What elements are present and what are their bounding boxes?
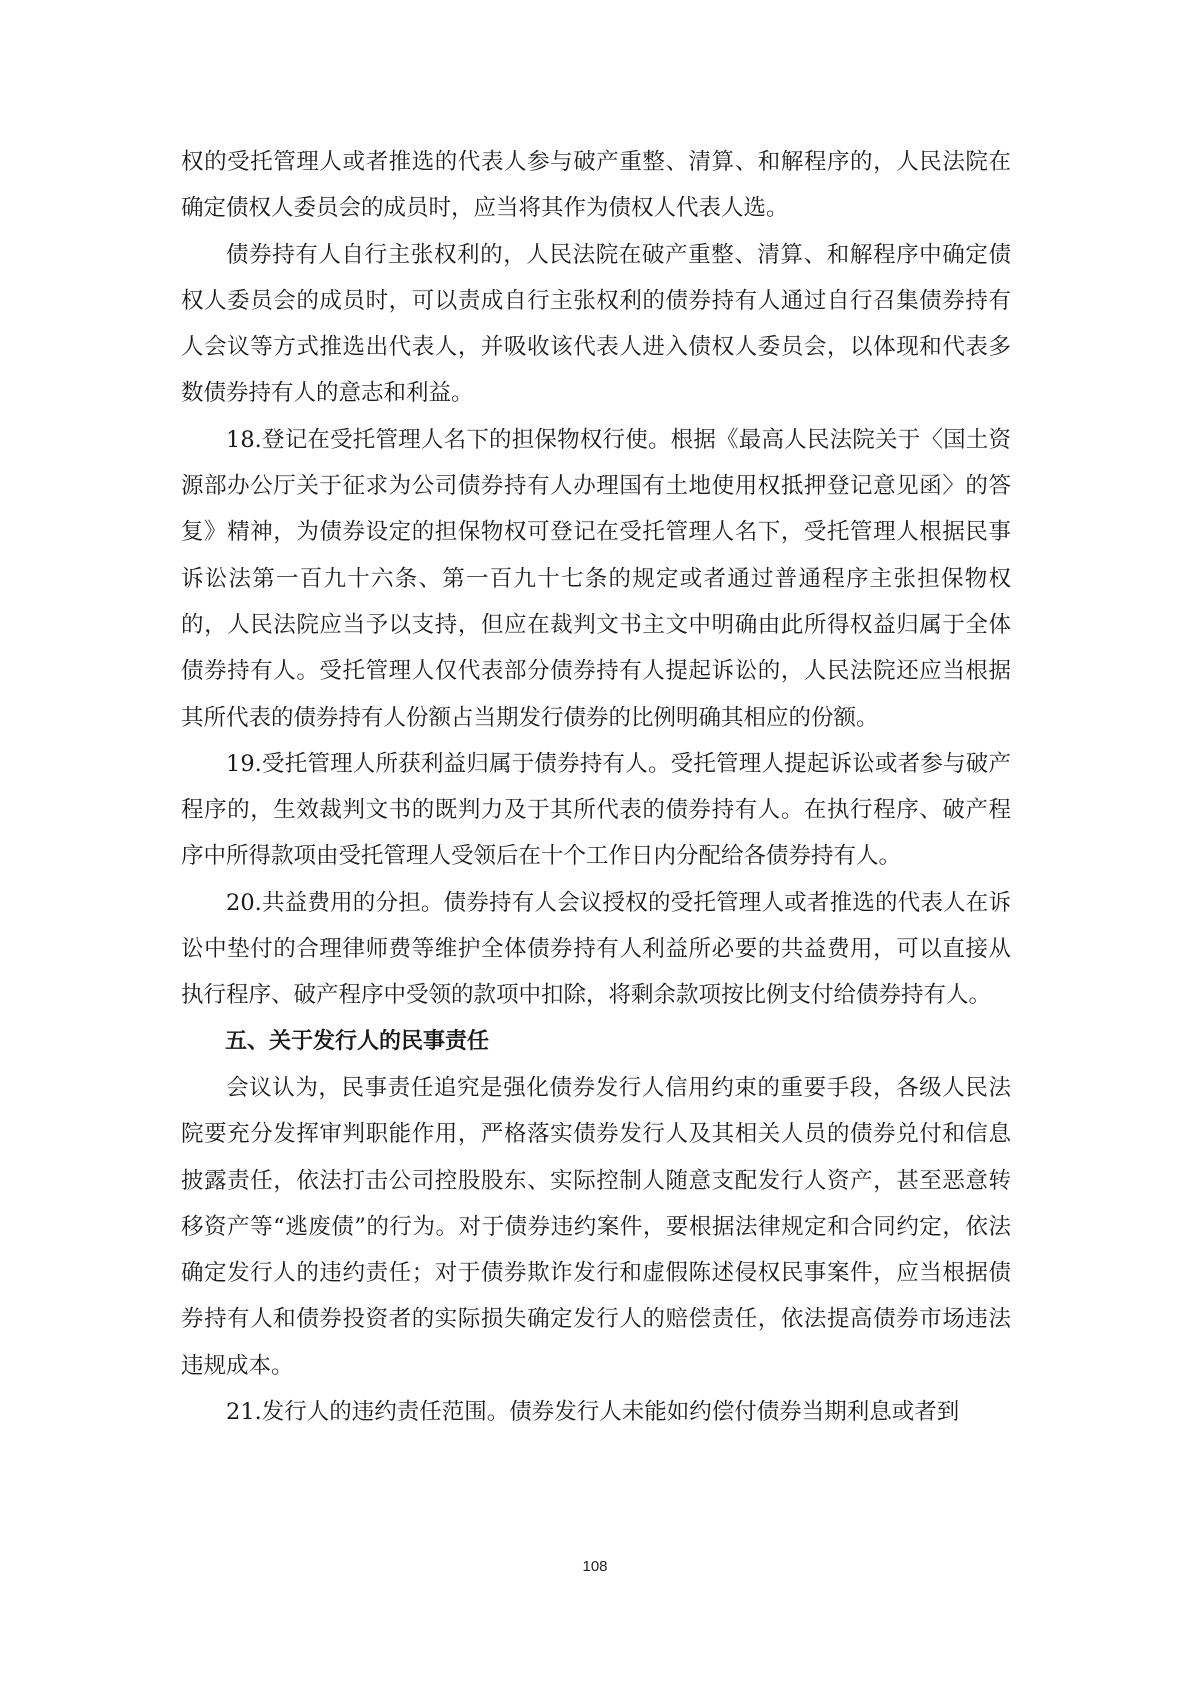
page-body [181,139,1011,1435]
paragraph-item-20: 20.共益费用的分担。债券持有人会议授权的受托管理人或者推选的代表人在诉讼中垫付的合理律师费等维护全体债券持有人利益所必要的共益费用，可以直接从执行程序、破产程序中受领的款项中扣除，将剩余款项按比例支付给债券持有人。 [181,889,1011,1009]
paragraph-meeting-view: 会议认为，民事责任追究是强化债券发行人信用约束的重要手段，各级人民法院要充分发挥审判职能作用，严格落实债券发行人及其相关人员的债券兑付和信息披露责任，依法打击公司控股股东、实际控制人随意支配发行人资产，甚至恶意转移资产等“逃废债”的行为。对于债券违约案件，要根据法律规定和合同约定，依法确定发行人的违约责任；对于债券欺诈发行和虚假陈述侵权民事案件，应当根据债券持有人和债券投资者的实际损失确定发行人的赔偿责任，依法提高债券市场违法违规成本。 [181,1074,1011,1379]
paragraph-item-18: 18.登记在受托管理人名下的担保物权行使。根据《最高人民法院关于〈国土资源部办公厅关于征求为公司债券持有人办理国有土地使用权抵押登记意见函〉的答复》精神，为债券设定的担保物权可登记在受托管理人名下，受托管理人根据民事诉讼法第一百九十六条、第一百九十七条的规定或者通过普通程序主张担保物权的，人民法院应当予以支持，但应在裁判文书主文中明确由此所得权益归属于全体债券持有人。受托管理人仅代表部分债券持有人提起诉讼的，人民法院还应当根据其所代表的债券持有人份额占当期发行债券的比例明确其相应的份额。 [181,426,1011,731]
section-heading: 五、关于发行人的民事责任 [225,1028,490,1054]
paragraph-self-claim: 债券持有人自行主张权利的，人民法院在破产重整、清算、和解程序中确定债权人委员会的成员时，可以责成自行主张权利的债券持有人通过自行召集债券持有人会议等方式推选出代表人，并吸收该代表人进入债权人委员会，以体现和代表多数债券持有人的意志和利益。 [181,241,1011,407]
page-number: 108 [582,1558,608,1575]
paragraph-continuation: 权的受托管理人或者推选的代表人参与破产重整、清算、和解程序的，人民法院在确定债权人委员会的成员时，应当将其作为债权人代表人选。 [181,149,1011,222]
paragraph-item-21: 21.发行人的违约责任范围。债券发行人未能如约偿付债券当期利息或者到 [226,1399,960,1426]
paragraph-item-19: 19.受托管理人所获利益归属于债券持有人。受托管理人提起诉讼或者参与破产程序的，生效裁判文书的既判力及于其所代表的债券持有人。在执行程序、破产程序中所得款项由受托管理人受领后在十个工作日内分配给各债券持有人。 [181,750,1011,870]
